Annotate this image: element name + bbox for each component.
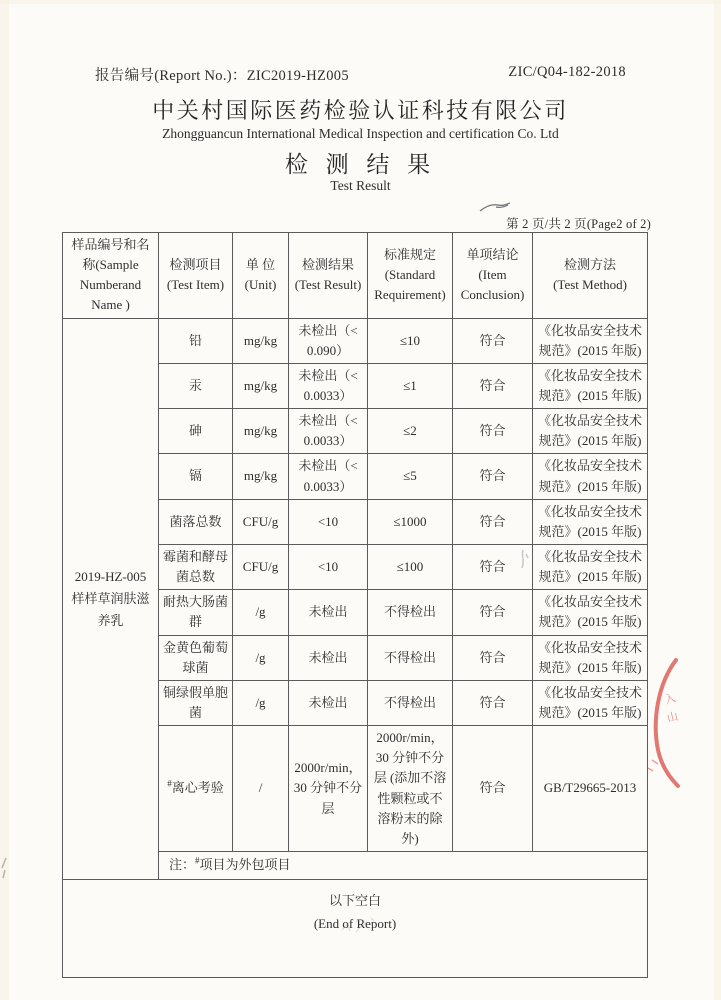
report-number-value: ZIC2019-HZ005 xyxy=(246,68,349,84)
cell-conclusion: 符合 xyxy=(453,726,533,852)
cell-unit: mg/kg xyxy=(233,409,289,454)
cell-unit: /g xyxy=(233,635,289,680)
report-number-line xyxy=(95,64,626,85)
column-header-6: 检测方法 (Test Method) xyxy=(533,233,648,319)
column-header-5: 单项结论 (Item Conclusion) xyxy=(453,233,533,319)
cell-conclusion: 符合 xyxy=(453,544,533,589)
page-title-en: Test Result xyxy=(330,178,391,193)
cell-standard: ≤1 xyxy=(368,363,453,408)
page-title-cn: 检 测 结 果 xyxy=(284,152,437,177)
document-code: ZIC/Q04-182-2018 xyxy=(508,64,626,80)
column-header-0: 样品编号和名 称(Sample Numberand Name ) xyxy=(63,233,159,319)
column-header-3: 检测结果 (Test Result) xyxy=(289,233,368,319)
cell-item: 铜绿假单胞菌 xyxy=(159,680,233,725)
cell-unit: / xyxy=(233,726,289,852)
cell-result: 未检出（< 0.090） xyxy=(289,318,368,363)
company-name-en: Zhongguancun International Medical Inspection and certification Co. Ltd xyxy=(162,126,559,141)
cell-result: <10 xyxy=(289,544,368,589)
test-result-table xyxy=(62,232,648,978)
cell-method: 《化妆品安全技术规范》(2015 年版) xyxy=(533,544,648,589)
cell-conclusion: 符合 xyxy=(453,318,533,363)
cell-item: #离心考验 xyxy=(159,726,233,852)
scan-smudge xyxy=(0,856,8,882)
sample-number-and-name-cell xyxy=(63,318,159,879)
cell-item: 金黄色葡萄球菌 xyxy=(159,635,233,680)
cell-method: 《化妆品安全技术规范》(2015 年版) xyxy=(533,680,648,725)
cell-result: 未检出 xyxy=(289,680,368,725)
table-row xyxy=(63,318,648,363)
cell-conclusion: 符合 xyxy=(453,363,533,408)
cell-standard: 不得检出 xyxy=(368,680,453,725)
cell-conclusion: 符合 xyxy=(453,454,533,499)
cell-unit: CFU/g xyxy=(233,499,289,544)
svg-text:山: 山 xyxy=(665,710,680,725)
cell-standard: 不得检出 xyxy=(368,590,453,635)
cell-standard: ≤5 xyxy=(368,454,453,499)
cell-result: 未检出（< 0.0033） xyxy=(289,363,368,408)
cell-method: 《化妆品安全技术规范》(2015 年版) xyxy=(533,363,648,408)
cell-method: 《化妆品安全技术规范》(2015 年版) xyxy=(533,318,648,363)
cell-standard: ≤1000 xyxy=(368,499,453,544)
cell-item: 砷 xyxy=(159,409,233,454)
cell-method: 《化妆品安全技术规范》(2015 年版) xyxy=(533,590,648,635)
cell-standard: ≤10 xyxy=(368,318,453,363)
column-header-2: 单 位 (Unit) xyxy=(233,233,289,319)
cell-result: 未检出 xyxy=(289,590,368,635)
cell-conclusion: 符合 xyxy=(453,635,533,680)
cell-result: 未检出 xyxy=(289,635,368,680)
end-of-report-en: (End of Report) xyxy=(313,916,397,932)
cell-standard: 不得检出 xyxy=(368,635,453,680)
cell-standard: ≤100 xyxy=(368,544,453,589)
cell-standard: ≤2 xyxy=(368,409,453,454)
cell-unit: mg/kg xyxy=(233,454,289,499)
pen-mark xyxy=(478,200,512,214)
cell-item: 霉菌和酵母菌总数 xyxy=(159,544,233,589)
red-stamp xyxy=(636,642,721,812)
cell-method: 《化妆品安全技术规范》(2015 年版) xyxy=(533,635,648,680)
note-cell: 注：#项目为外包项目 xyxy=(159,851,648,879)
cell-method: 《化妆品安全技术规范》(2015 年版) xyxy=(533,409,648,454)
table-header-row xyxy=(63,233,648,319)
svg-text:入: 入 xyxy=(663,692,678,707)
sample-id: 2019-HZ-005 xyxy=(74,568,147,584)
outsourced-marker: # xyxy=(167,779,172,790)
cell-standard: 2000r/min，30 分钟不分层 (添加不溶性颗粒或不溶粉末的除外) xyxy=(368,726,453,852)
sample-name: 样样草润肤滋养乳 xyxy=(71,590,150,628)
cell-item: 镉 xyxy=(159,454,233,499)
column-header-4: 标准规定 (Standard Requirement) xyxy=(368,233,453,319)
report-number xyxy=(95,64,349,85)
cell-method: GB/T29665-2013 xyxy=(533,726,648,852)
scan-smudge xyxy=(338,912,378,938)
cell-result: 未检出（< 0.0033） xyxy=(289,409,368,454)
cell-unit: CFU/g xyxy=(233,544,289,589)
cell-unit: mg/kg xyxy=(233,363,289,408)
cell-conclusion: 符合 xyxy=(453,499,533,544)
cell-item: 汞 xyxy=(159,363,233,408)
cell-unit: mg/kg xyxy=(233,318,289,363)
cell-unit: /g xyxy=(233,680,289,725)
cell-result: 2000r/min，30 分钟不分层 xyxy=(289,726,368,852)
cell-conclusion: 符合 xyxy=(453,680,533,725)
scan-smudge xyxy=(516,548,530,570)
column-header-1: 检测项目 (Test Item) xyxy=(159,233,233,319)
cell-result: <10 xyxy=(289,499,368,544)
cell-conclusion: 符合 xyxy=(453,590,533,635)
scan-edge xyxy=(0,0,721,4)
page-number: 第 2 页/共 2 页(Page2 of 2) xyxy=(506,217,651,231)
cell-item: 铅 xyxy=(159,318,233,363)
report-number-label: 报告编号(Report No.)： xyxy=(95,68,247,84)
cell-item: 耐热大肠菌群 xyxy=(159,590,233,635)
outsourced-marker: # xyxy=(195,856,200,867)
cell-method: 《化妆品安全技术规范》(2015 年版) xyxy=(533,499,648,544)
cell-result: 未检出（< 0.0033） xyxy=(289,454,368,499)
company-name-cn: 中关村国际医药检验认证科技有限公司 xyxy=(152,98,569,123)
cell-item: 菌落总数 xyxy=(159,499,233,544)
end-of-report-cn: 以下空白 xyxy=(328,892,381,908)
cell-conclusion: 符合 xyxy=(453,409,533,454)
cell-method: 《化妆品安全技术规范》(2015 年版) xyxy=(533,454,648,499)
cell-unit: /g xyxy=(233,590,289,635)
